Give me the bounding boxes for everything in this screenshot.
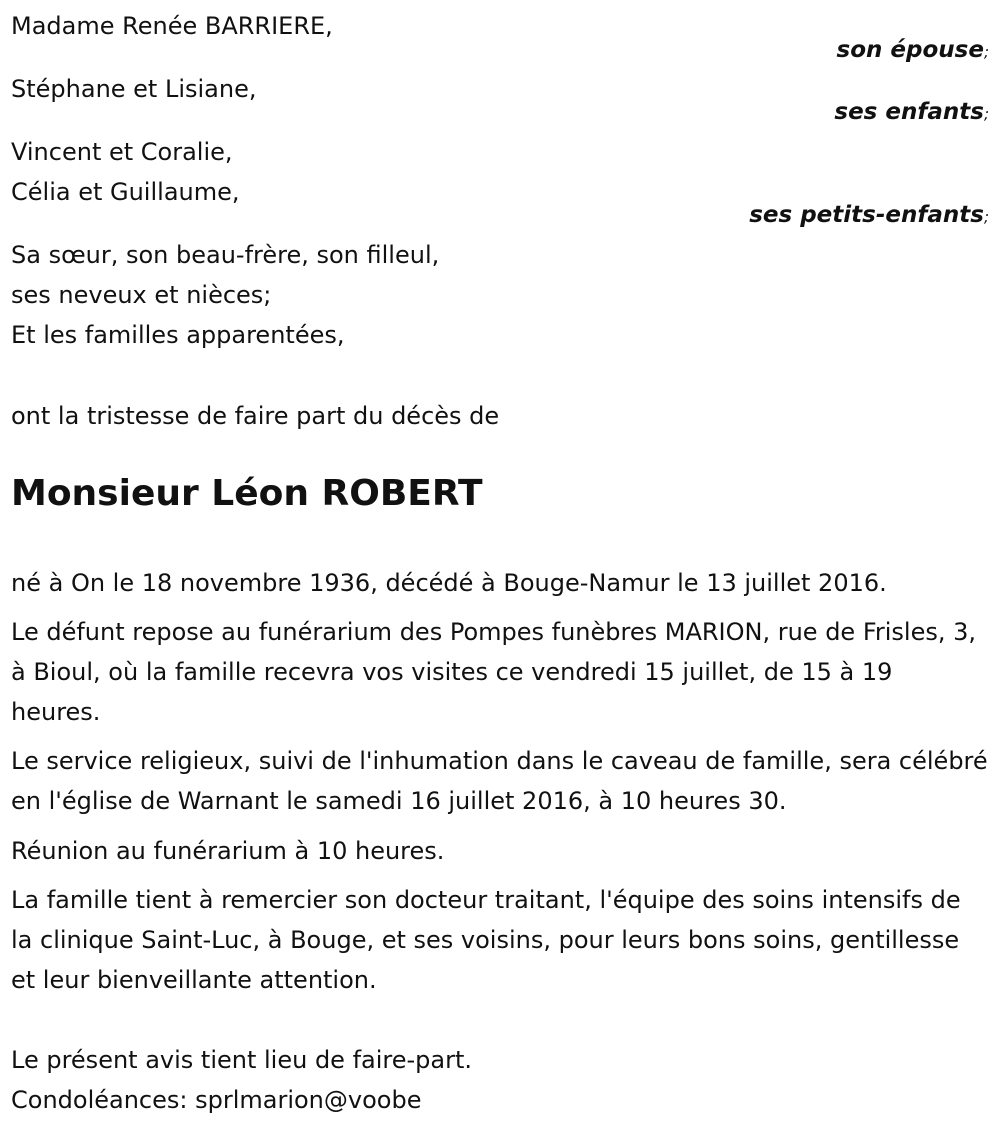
grandchildren-role [749, 202, 989, 230]
grandchildren-name-2: Célia et Guillaume, [11, 178, 240, 206]
grandchildren-role-end: ; [983, 208, 989, 226]
spouse-role-end: ; [983, 43, 989, 61]
grandchildren-role-text: ses petits-enfants [749, 202, 984, 228]
spouse-role-text: son épouse [836, 37, 984, 63]
condolences-text: Condoléances: sprlmarion@voobe [11, 1086, 422, 1114]
notice-text: Le présent avis tient lieu de faire-part. [11, 1046, 473, 1074]
meeting-paragraph: Réunion au funérarium à 10 heures. [11, 837, 445, 865]
funerarium-paragraph: Le défunt repose au funérarium des Pompes funèbres MARION, rue de Frisles, 3, à Bioul, où la famille recevra vos visites ce vendredi 15 juillet, de 15 à 19 heures. [11, 618, 977, 726]
grandchildren-name-1: Vincent et Coralie, [11, 138, 233, 166]
spouse-role [837, 37, 989, 65]
relatives-line-2: ses neveux et nièces; [11, 281, 272, 309]
birth-death-paragraph: né à On le 18 novembre 1936, décédé à Bouge-Namur le 13 juillet 2016. [11, 569, 887, 597]
thanks-paragraph: La famille tient à remercier son docteur traitant, l'équipe des soins intensifs de la clinique Saint-Luc, à Bouge, et ses voisins, pour leurs bons soins, gentillesse et leur bienveillante attention. [11, 886, 961, 994]
relatives-line-1: Sa sœur, son beau-frère, son filleul, [11, 241, 440, 269]
children-role [834, 99, 989, 127]
spouse-name: Madame Renée BARRIERE, [11, 12, 333, 40]
children-names: Stéphane et Lisiane, [11, 75, 257, 103]
children-role-end: ; [983, 105, 989, 123]
relatives-line-3: Et les familles apparentées, [11, 321, 345, 349]
announcement-text: ont la tristesse de faire part du décès de [11, 402, 500, 430]
children-role-text: ses enfants [834, 99, 984, 125]
deceased-name: Monsieur Léon ROBERT [11, 473, 483, 514]
service-paragraph: Le service religieux, suivi de l'inhumation dans le caveau de famille, sera célébré en l'église de Warnant le samedi 16 juillet 2016, à 10 heures 30. [11, 747, 988, 815]
